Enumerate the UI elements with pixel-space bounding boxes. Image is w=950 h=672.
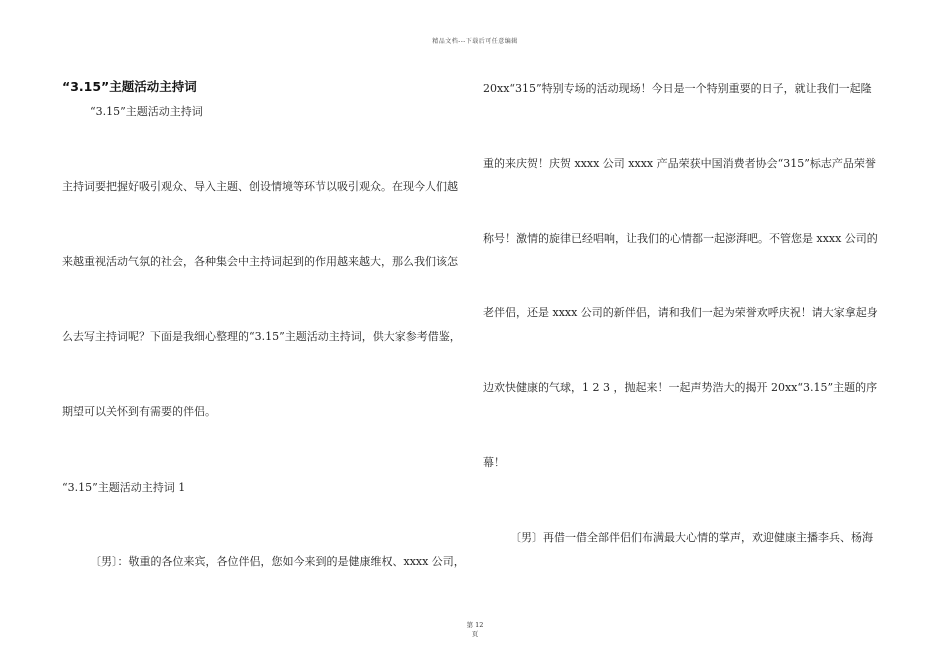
host-male-line-right: 〔男〕再借一借全部伴侣们布满最大心情的掌声，欢迎健康主播李兵、杨海 (510, 531, 873, 544)
intro-line-3: 么去写主持词呢？下面是我细心整理的“3.15”主题活动主持词，供大家参考借鉴， (62, 330, 461, 343)
right-line-6: 幕！ (483, 456, 505, 469)
right-line-4: 老伴侣，还是 xxxx 公司的新伴侣，请和我们一起为荣誉欢呼庆祝！请大家拿起身 (483, 306, 878, 319)
right-line-2: 重的来庆贺！庆贺 xxxx 公司 xxxx 产品荣获中国消费者协会“315”标志产品荣誉 (483, 157, 876, 170)
right-line-1: 20xx“315”特别专场的活动现场！今日是一个特别重要的日子，就让我们一起隆 (483, 82, 872, 95)
intro-line-1: 主持词要把握好吸引观众、导入主题、创设情境等环节以吸引观众。在现今人们越 (62, 180, 458, 193)
page-number-line-2: 页 (471, 630, 479, 638)
right-line-3: 称号！激情的旋律已经唱响，让我们的心情都一起澎湃吧。不管您是 xxxx 公司的 (483, 232, 878, 245)
page-number-line-1: 第 12 (466, 621, 484, 629)
section-heading: “3.15”主题活动主持词 1 (62, 481, 186, 494)
intro-line-4: 期望可以关怀到有需要的伴侣。 (62, 405, 216, 418)
page-number (445, 621, 505, 639)
document-subtitle: “3.15”主题活动主持词 (90, 105, 203, 118)
document-title: “3.15”主题活动主持词 (62, 79, 197, 94)
intro-line-2: 来越重视活动气氛的社会，各种集会中主持词起到的作用越来越大，那么我们该怎 (62, 255, 458, 268)
right-line-5: 边欢快健康的气球，1 2 3 ，抛起来！一起声势浩大的揭开 20xx“3.15”主题的序 (483, 381, 878, 394)
host-male-line-left: 〔男〕：敬重的各位来宾，各位伴侣，您如今来到的是健康维权、xxxx 公司， (90, 555, 465, 568)
page-header: 精品文档---下载后可任意编辑 (432, 38, 518, 45)
